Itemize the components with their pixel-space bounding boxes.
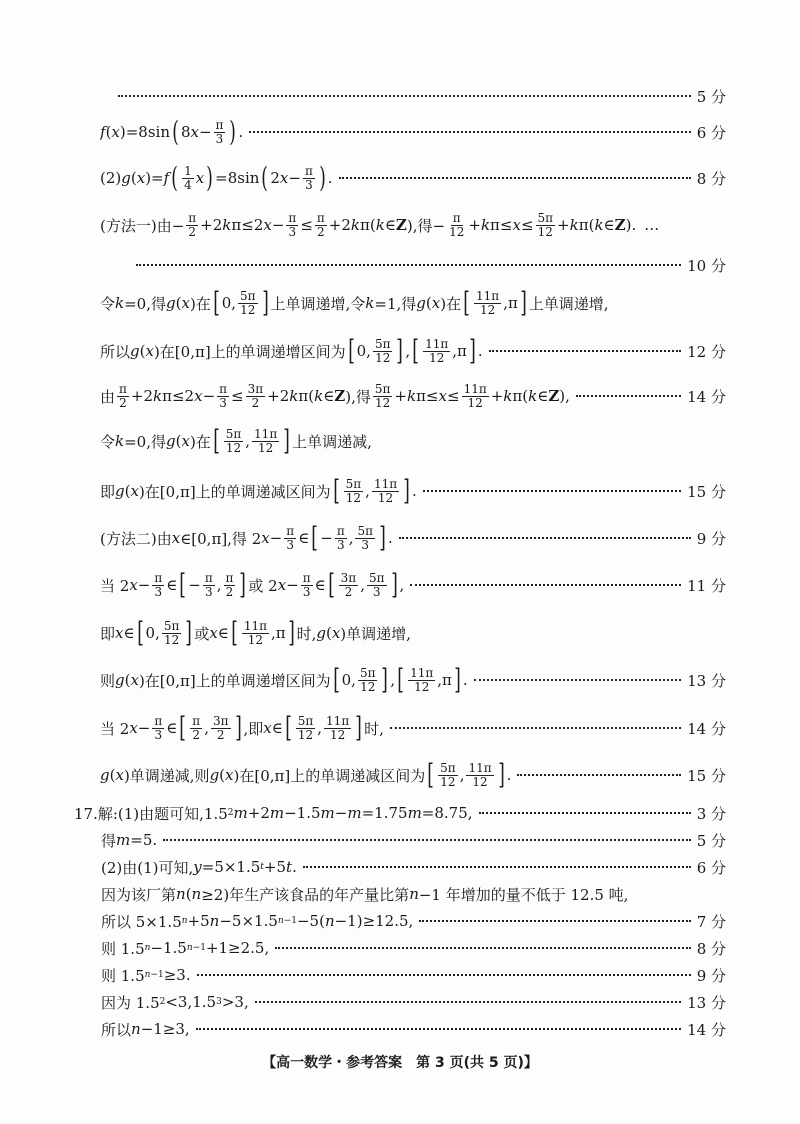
score-label: 15 分 xyxy=(687,766,726,785)
leader-dots xyxy=(474,679,682,681)
answer-line xyxy=(100,250,726,280)
score-label: 5 分 xyxy=(696,831,726,850)
leader-dots xyxy=(275,947,690,949)
answer-line xyxy=(100,570,726,600)
leader-dots xyxy=(303,866,691,868)
answer-text: 即 g ( x )在[0,π]上的单调递减区间为 [ $\frac{5\pi}{12}$ , $\frac{11\pi}{12}$ ] . xyxy=(100,477,417,505)
answer-text: 因为该厂第 n ( n ≥2)年生产该食品的年产量比第 n −1 年增加的量不低于 12.5 吨, xyxy=(101,885,629,904)
leader-dots xyxy=(419,920,690,922)
score-label: 15 分 xyxy=(687,482,726,501)
answer-line xyxy=(101,856,726,878)
answer-line xyxy=(101,883,726,905)
answer-line xyxy=(74,802,726,824)
answer-text: 当 2 x − $\frac{\pi}{3}$ ∈ [ − $\frac{\pi}{3}$ , $\frac{\pi}{2}$ ] 或 2 x − $\frac{\pi}{3}$ ∈ [ $\frac{3\pi}{2}$ , $\frac{5\pi}{3}$ ] , xyxy=(100,571,405,599)
answer-line xyxy=(100,81,726,111)
answer-line xyxy=(101,964,726,986)
answer-text: 即 x ∈ [ 0, $\frac{5\pi}{12}$ ] 或 x ∈ [ $\frac{11\pi}{12}$ ,π ] 时, g ( x )单调递增, xyxy=(100,619,411,647)
score-label: 14 分 xyxy=(687,719,726,738)
answer-line xyxy=(100,336,726,366)
leader-dots xyxy=(118,95,691,97)
answer-text: 令 k =0,得 g ( x )在 [ 0, $\frac{5\pi}{12}$ ] 上单调递增,令 k =1,得 g ( x )在 [ $\frac{11\pi}{12}$ ,π ] 上单调递增, xyxy=(100,289,609,317)
answer-line xyxy=(101,910,726,932)
score-label: 12 分 xyxy=(687,342,726,361)
answer-line xyxy=(100,760,726,790)
answer-text: 由 $\frac{\pi}{2}$ +2 k π≤2 x − $\frac{\pi}{3}$ ≤ $\frac{3\pi}{2}$ +2 k π( k ∈ Z ),得 $\frac{5\pi}{12}$ + k π≤ x ≤ $\frac{11\pi}{12}$ + k π( k ∈ Z ), xyxy=(100,382,570,410)
answer-text: 得 m =5. xyxy=(101,831,158,850)
answer-line xyxy=(100,381,726,411)
answer-text: 当 2 x − $\frac{\pi}{3}$ ∈ [ $\frac{\pi}{2}$ , $\frac{3\pi}{2}$ ] ,即 x ∈ [ $\frac{5\pi}{12}$ , $\frac{11\pi}{12}$ ] 时, xyxy=(100,714,384,742)
answer-line xyxy=(100,163,726,193)
answer-text: 令 k =0,得 g ( x )在 [ $\frac{5\pi}{12}$ , $\frac{11\pi}{12}$ ] 上单调递减, xyxy=(100,427,372,455)
answer-text: 所以 n −1≥3, xyxy=(101,1020,190,1039)
leader-dots xyxy=(399,537,691,539)
answer-line xyxy=(100,713,726,743)
answer-line xyxy=(100,117,726,147)
score-label: 7 分 xyxy=(696,912,726,931)
leader-dots xyxy=(576,395,681,397)
score-label: 14 分 xyxy=(687,387,726,406)
answer-text: (2)由(1)可知, y =5×1.5 t +5 t . xyxy=(101,858,297,877)
score-label: 9 分 xyxy=(696,966,726,985)
page-footer: 【高一数学・参考答案 第 3 页(共 5 页)】 xyxy=(262,1055,538,1071)
leader-dots xyxy=(196,1028,681,1030)
score-label: 11 分 xyxy=(687,576,726,595)
answer-line xyxy=(101,937,726,959)
answer-line xyxy=(100,288,726,318)
answer-line xyxy=(100,426,726,456)
answer-line xyxy=(100,618,726,648)
score-label: 10 分 xyxy=(687,256,726,275)
answer-text: (方法一)由− $\frac{\pi}{2}$ +2 k π≤2 x − $\frac{\pi}{3}$ ≤ $\frac{\pi}{2}$ +2 k π( k ∈ Z ),得− $\frac{\pi}{12}$ + k π≤ x ≤ $\frac{5\pi}{12}$ + k π( k ∈ Z ). xyxy=(100,211,637,239)
leader-dots xyxy=(390,727,681,729)
score-label: 3 分 xyxy=(696,804,726,823)
score-label: 6 分 xyxy=(696,123,726,142)
answer-line xyxy=(101,1018,726,1040)
answer-line xyxy=(100,476,726,506)
answer-text: (方法二)由 x ∈[0,π],得 2 x − $\frac{\pi}{3}$ ∈ [ − $\frac{\pi}{3}$ , $\frac{5\pi}{3}$ ] . xyxy=(100,524,393,552)
answer-text: 因为 1.5 2 <3,1.5 3 >3, xyxy=(101,993,249,1012)
score-label: 13 分 xyxy=(687,993,726,1012)
leader-dots xyxy=(479,812,691,814)
answer-text: 则 g ( x )在[0,π]上的单调递增区间为 [ 0, $\frac{5\pi}{12}$ ] , [ $\frac{11\pi}{12}$ ,π ] . xyxy=(100,666,468,694)
answer-text: g ( x )单调递减,则 g ( x )在[0,π]上的单调递减区间为 [ $\frac{5\pi}{12}$ , $\frac{11\pi}{12}$ ] . xyxy=(100,761,512,789)
score-label: 8 分 xyxy=(696,169,726,188)
answer-text: f ( x )=8sin ( 8 x − $\frac{\pi}{3}$ ) . xyxy=(100,118,244,146)
leader-dots xyxy=(423,490,681,492)
answer-line xyxy=(101,829,726,851)
leader-dots xyxy=(489,350,682,352)
answer-text: 所以 g ( x )在[0,π]上的单调递增区间为 [ 0, $\frac{5\pi}{12}$ ] , [ $\frac{11\pi}{12}$ ,π ] . xyxy=(100,337,483,365)
leader-dots xyxy=(339,177,691,179)
answer-text: 17.解:(1)由题可知,1.5 2 m +2 m −1.5 m − m =1.75 m =8.75, xyxy=(74,804,473,823)
score-label: 14 分 xyxy=(687,1020,726,1039)
answer-line xyxy=(101,991,726,1013)
answer-line xyxy=(100,665,726,695)
score-label: 9 分 xyxy=(696,529,726,548)
answer-line xyxy=(100,523,726,553)
answer-line xyxy=(100,210,742,240)
continuation-dots: … xyxy=(644,216,660,234)
leader-dots xyxy=(197,974,691,976)
leader-dots xyxy=(136,264,681,266)
leader-dots xyxy=(255,1001,681,1003)
score-label: 8 分 xyxy=(696,939,726,958)
answer-text: 则 1.5 n−1 ≥3. xyxy=(101,966,191,985)
answer-text: 所以 5×1.5 n +5 n −5×1.5 n−1 −5( n −1)≥12.5, xyxy=(101,912,414,931)
score-label: 6 分 xyxy=(696,858,726,877)
leader-dots xyxy=(410,584,681,586)
leader-dots xyxy=(249,131,691,133)
answer-text: 则 1.5 n −1.5 n−1 +1≥2.5, xyxy=(101,939,270,958)
score-label: 5 分 xyxy=(696,87,726,106)
score-label: 13 分 xyxy=(687,671,726,690)
answer-text: (2) g ( x )= f ( $\frac{1}{4}$ x ) =8sin ( 2 x − $\frac{\pi}{3}$ ) . xyxy=(100,164,333,192)
leader-dots xyxy=(163,839,691,841)
leader-dots xyxy=(517,774,681,776)
